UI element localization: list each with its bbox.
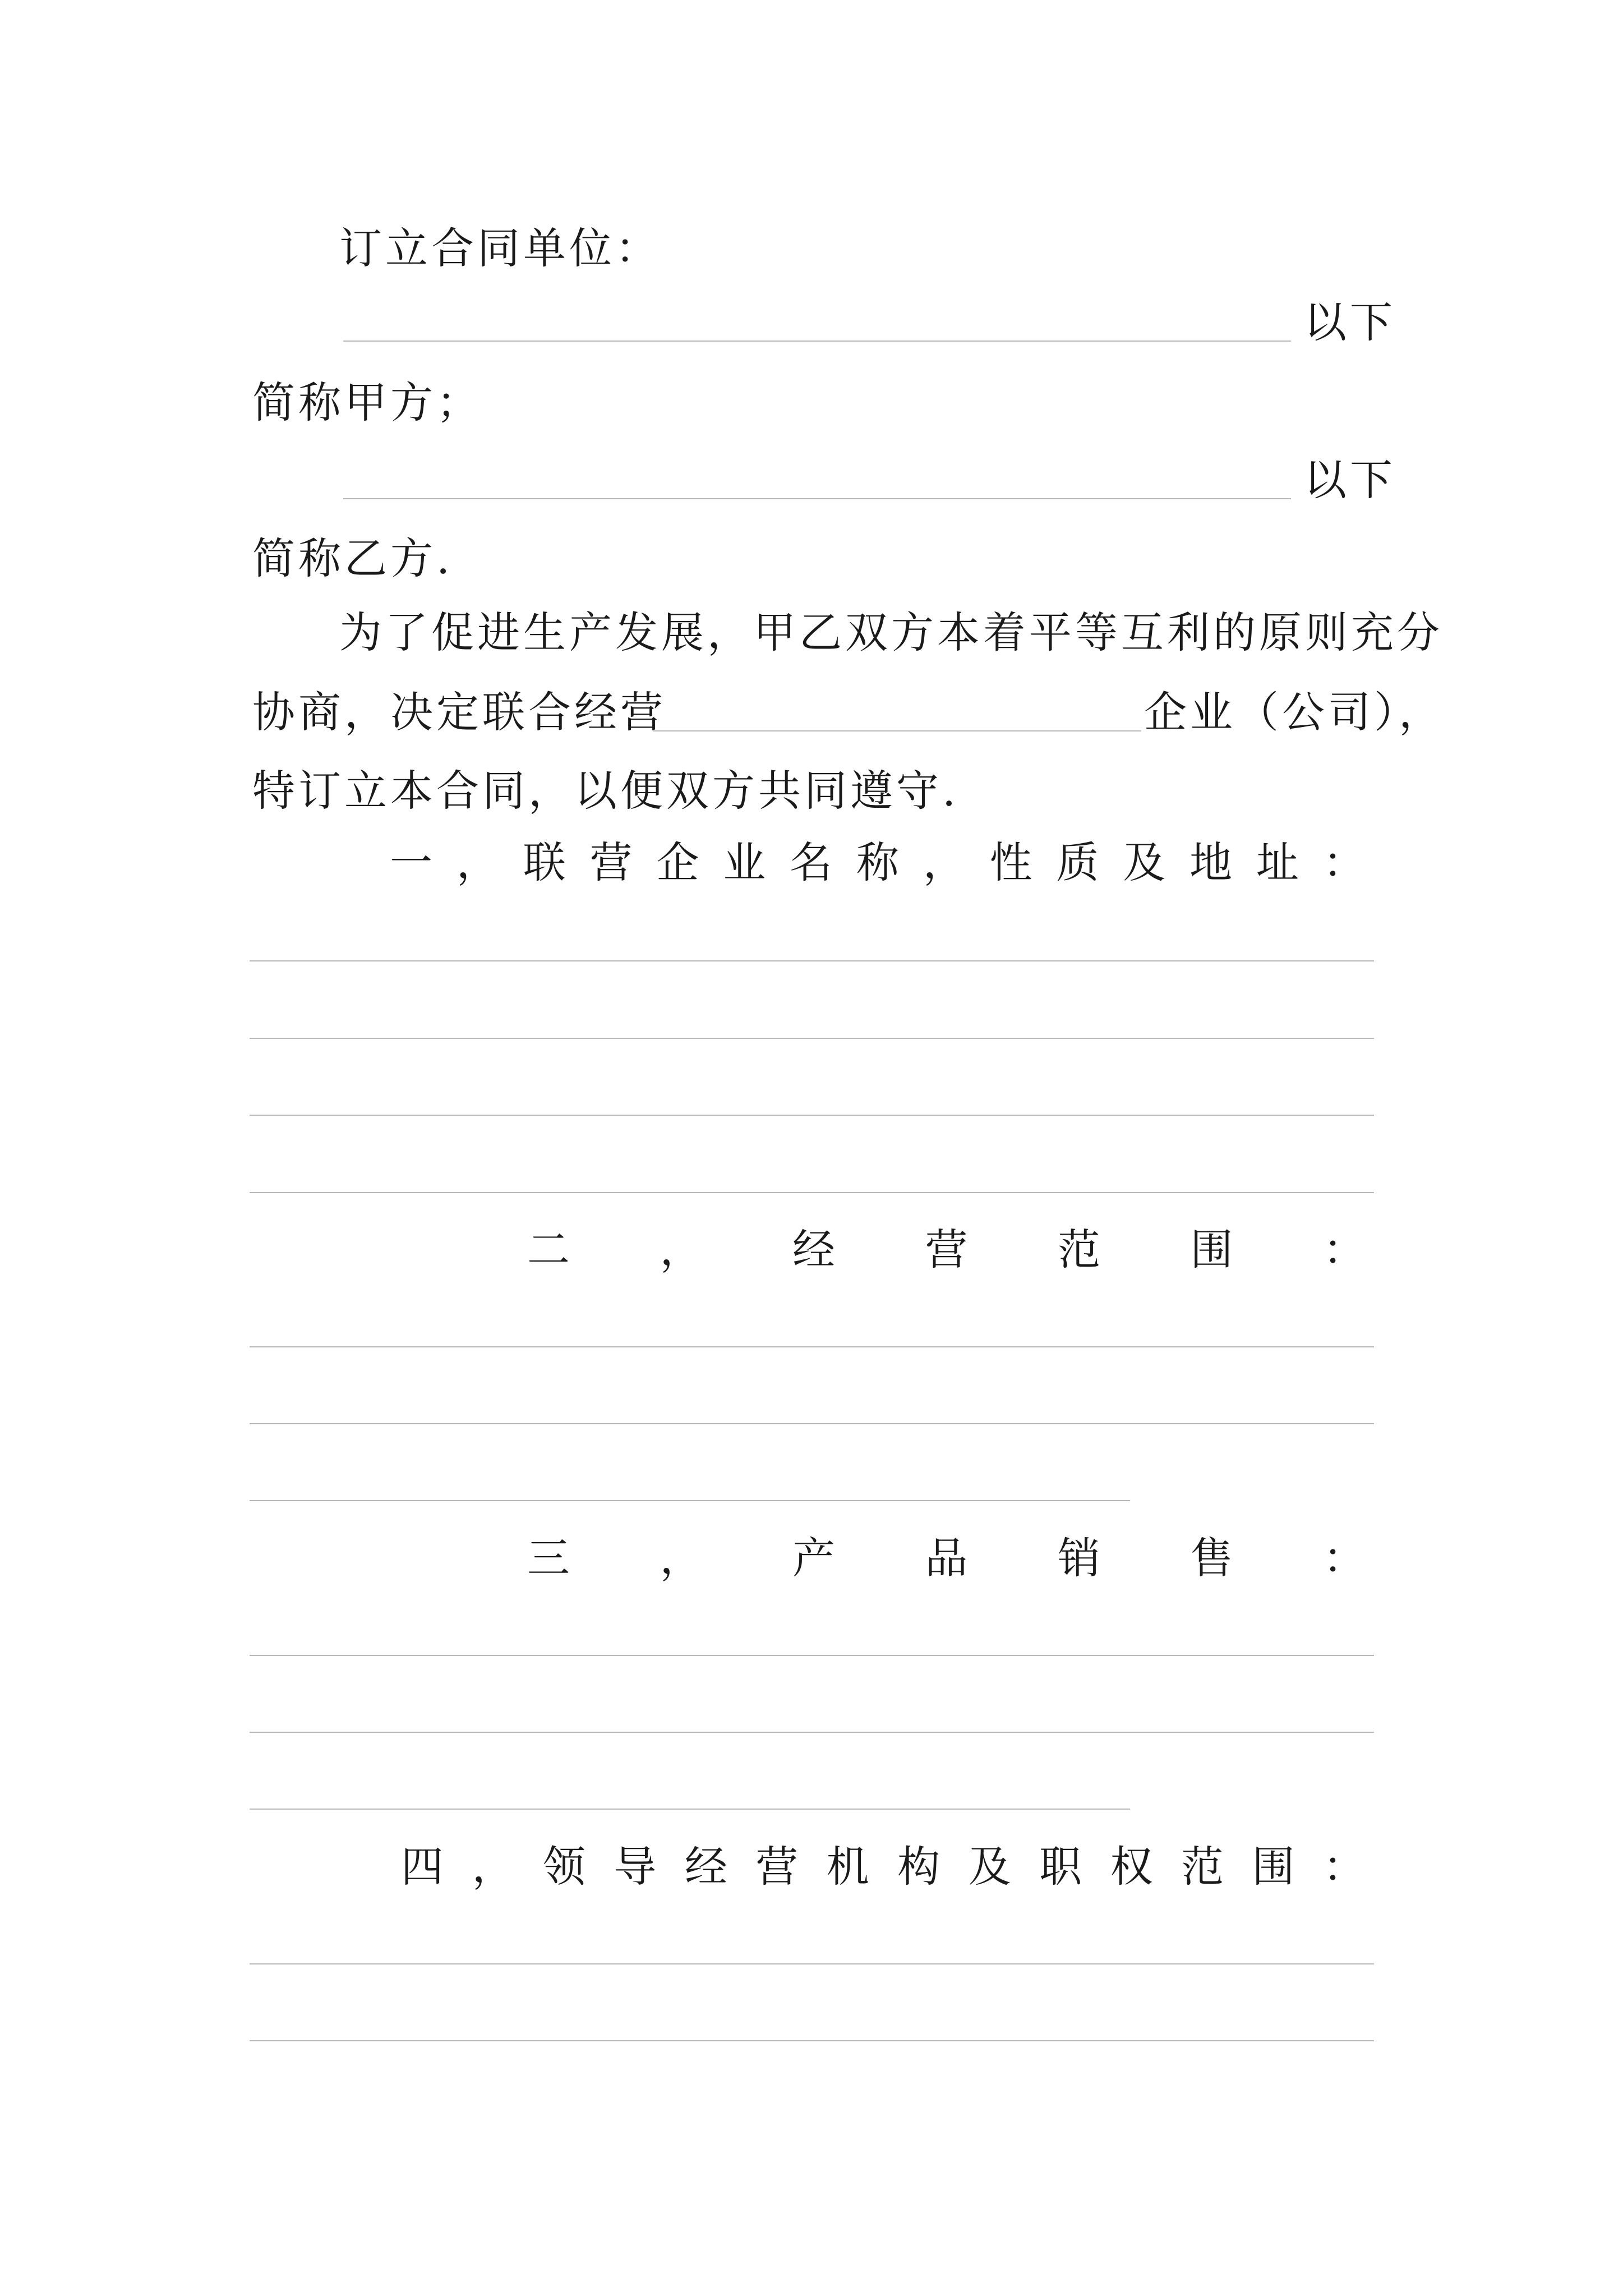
section-1-char: 及 xyxy=(1123,838,1166,887)
party-b-continuation: 简称乙方. xyxy=(252,533,454,583)
section-4-heading xyxy=(401,1842,1366,1892)
section-4-blank-line xyxy=(250,2040,1374,2041)
section-3-blank-line xyxy=(250,1809,1130,1810)
section-4-blank-line xyxy=(250,1963,1374,1964)
section-3-char: 销 xyxy=(1058,1533,1100,1583)
intro-line-1: 为了促进生产发展，甲乙双方本着平等互利的原则充分 xyxy=(339,608,1443,657)
section-4-char: 权 xyxy=(1110,1842,1153,1892)
section-4-char: ： xyxy=(1322,1842,1366,1892)
section-3-char: 三 xyxy=(527,1533,570,1583)
section-4-char: 职 xyxy=(1039,1842,1082,1892)
section-1-char: ， xyxy=(923,838,966,887)
section-1-char: ， xyxy=(456,838,499,887)
section-2-char: 营 xyxy=(925,1225,968,1274)
section-1-char: 业 xyxy=(723,838,766,887)
section-4-char: ， xyxy=(472,1842,515,1892)
section-1-char: 性 xyxy=(989,838,1032,887)
section-1-char: 址 xyxy=(1256,838,1299,887)
section-2-blank-line xyxy=(250,1346,1374,1347)
section-1-blank-line xyxy=(250,1038,1374,1039)
party-a-blank xyxy=(343,341,1291,342)
section-3-char: ， xyxy=(660,1533,703,1583)
section-3-char: ： xyxy=(1323,1533,1366,1583)
section-1-heading xyxy=(390,838,1366,887)
section-1-char: 名 xyxy=(790,838,833,887)
section-3-char: 产 xyxy=(792,1533,835,1583)
section-3-char: 品 xyxy=(925,1533,968,1583)
section-1-char: 称 xyxy=(856,838,899,887)
section-2-blank-line xyxy=(250,1423,1374,1424)
section-1-char: 联 xyxy=(523,838,566,887)
section-1-char: 地 xyxy=(1189,838,1233,887)
section-1-char: ： xyxy=(1322,838,1366,887)
intro-line-2-prefix: 协商，决定联合经营 xyxy=(252,687,666,737)
party-a-suffix: 以下 xyxy=(1304,297,1396,347)
section-3-blank-line xyxy=(250,1655,1374,1656)
section-2-blank-line xyxy=(250,1500,1130,1501)
section-4-char: 范 xyxy=(1181,1842,1224,1892)
section-4-char: 经 xyxy=(684,1842,727,1892)
section-4-char: 及 xyxy=(968,1842,1011,1892)
section-4-char: 四 xyxy=(401,1842,444,1892)
section-4-char: 机 xyxy=(826,1842,869,1892)
section-1-char: 质 xyxy=(1056,838,1099,887)
section-1-char: 企 xyxy=(656,838,699,887)
party-b-blank xyxy=(343,498,1291,499)
intro-line-3: 特订立本合同，以便双方共同遵守. xyxy=(252,766,960,816)
section-2-char: 经 xyxy=(792,1225,835,1274)
section-2-char: 二 xyxy=(527,1225,570,1274)
units-label: 订立合同单位： xyxy=(339,223,661,273)
party-a-continuation: 简称甲方； xyxy=(252,378,482,427)
section-1-blank-line xyxy=(250,960,1374,961)
section-1-char: 一 xyxy=(390,838,432,887)
section-2-char: 范 xyxy=(1058,1225,1100,1274)
section-2-char: ： xyxy=(1323,1225,1366,1274)
section-2-char: ， xyxy=(660,1225,703,1274)
section-4-char: 营 xyxy=(755,1842,799,1892)
section-4-char: 导 xyxy=(614,1842,657,1892)
section-1-blank-line xyxy=(250,1192,1374,1193)
intro-line-2-suffix: 企业（公司）， xyxy=(1144,687,1445,737)
section-4-char: 围 xyxy=(1252,1842,1295,1892)
section-3-blank-line xyxy=(250,1732,1374,1733)
enterprise-name-blank xyxy=(653,730,1141,731)
section-1-char: 营 xyxy=(589,838,633,887)
section-3-heading xyxy=(527,1533,1366,1583)
section-4-char: 领 xyxy=(542,1842,585,1892)
section-3-char: 售 xyxy=(1190,1533,1233,1583)
section-2-heading xyxy=(527,1225,1366,1274)
section-1-blank-line xyxy=(250,1115,1374,1116)
party-b-suffix: 以下 xyxy=(1304,455,1396,505)
section-2-char: 围 xyxy=(1190,1225,1233,1274)
section-4-char: 构 xyxy=(897,1842,940,1892)
